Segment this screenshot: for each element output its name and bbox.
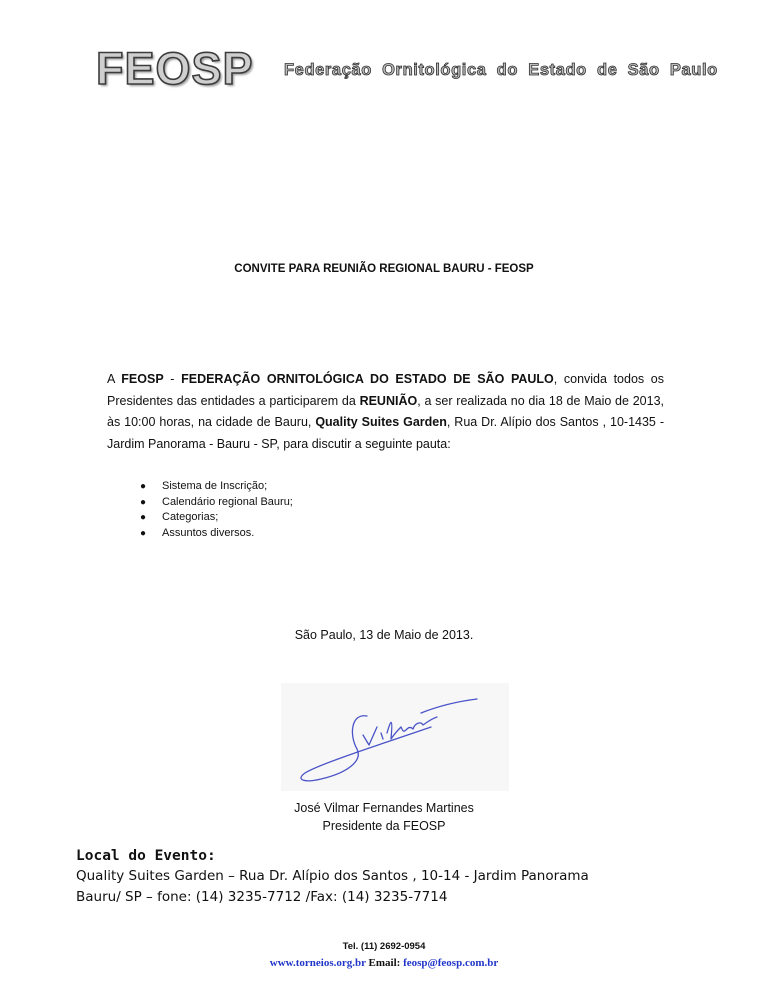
bullet-icon: ● [140, 481, 147, 492]
bullet-icon: ● [140, 527, 147, 539]
event-heading: Local do Evento: [76, 848, 216, 864]
org-short-name: FEOSP [121, 372, 164, 386]
body-text: , a ser realizada no dia 18 de Maio de 2013, às 10:00 horas, na cidade de Bauru, [107, 393, 664, 429]
venue-name: Quality Suites Garden [315, 415, 447, 429]
email-link[interactable]: feosp@feosp.com.br [403, 957, 499, 969]
meeting-word: REUNIÃO [359, 393, 418, 408]
agenda-item-text: Sistema de Inscrição; [162, 480, 268, 492]
feosp-logo: FEOSP [96, 43, 254, 94]
footer [0, 939, 768, 971]
signature-image [281, 683, 509, 791]
organization-name: Federação Ornitológica do Estado de São Paulo [284, 61, 718, 79]
agenda-item-text: Assuntos diversos. [162, 526, 255, 539]
event-address: Quality Suites Garden – Rua Dr. Alípio dos Santos , 10-14 - Jardim Panorama [76, 868, 589, 884]
footer-contacts [0, 955, 768, 971]
agenda-item-text: Categorias; [162, 511, 219, 523]
agenda-list [140, 479, 293, 541]
agenda-item [140, 495, 293, 511]
email-label: Email: [368, 957, 401, 969]
body-text: - [163, 372, 182, 386]
agenda-item [140, 526, 293, 542]
signer-block [0, 799, 768, 835]
event-location [76, 847, 589, 908]
org-full-name: FEDERAÇÃO ORNITOLÓGICA DO ESTADO DE SÃO PAULO [181, 372, 554, 386]
bullet-icon: ● [140, 512, 147, 523]
agenda-item [140, 479, 293, 495]
footer-phone: Tel. (11) 2692-0954 [342, 941, 426, 952]
date-line: São Paulo, 13 de Maio de 2013. [294, 628, 474, 642]
event-contact: Bauru/ SP – fone: (14) 3235-7712 /Fax: (14) 3235-7714 [76, 889, 448, 905]
website-link[interactable]: www.torneios.org.br [269, 957, 366, 969]
body-text: , convida todos os Presidentes das entidades a participarem da [107, 372, 664, 408]
signer-name: José Vilmar Fernandes Martines [294, 801, 474, 815]
agenda-item [140, 510, 293, 526]
letterhead [96, 43, 718, 100]
document-title: CONVITE PARA REUNIÃO REGIONAL BAURU - FEOSP [234, 263, 534, 275]
body-text: , Rua Dr. Alípio dos Santos , 10-1435 - Jardim Panorama - Bauru - SP, para discutir a seguinte pauta: [107, 415, 664, 451]
signer-role: Presidente da FEOSP [322, 819, 446, 833]
body-text: A [107, 372, 122, 386]
agenda-item-text: Calendário regional Bauru; [162, 495, 293, 508]
invitation-paragraph [107, 369, 664, 455]
bullet-icon: ● [140, 496, 147, 508]
